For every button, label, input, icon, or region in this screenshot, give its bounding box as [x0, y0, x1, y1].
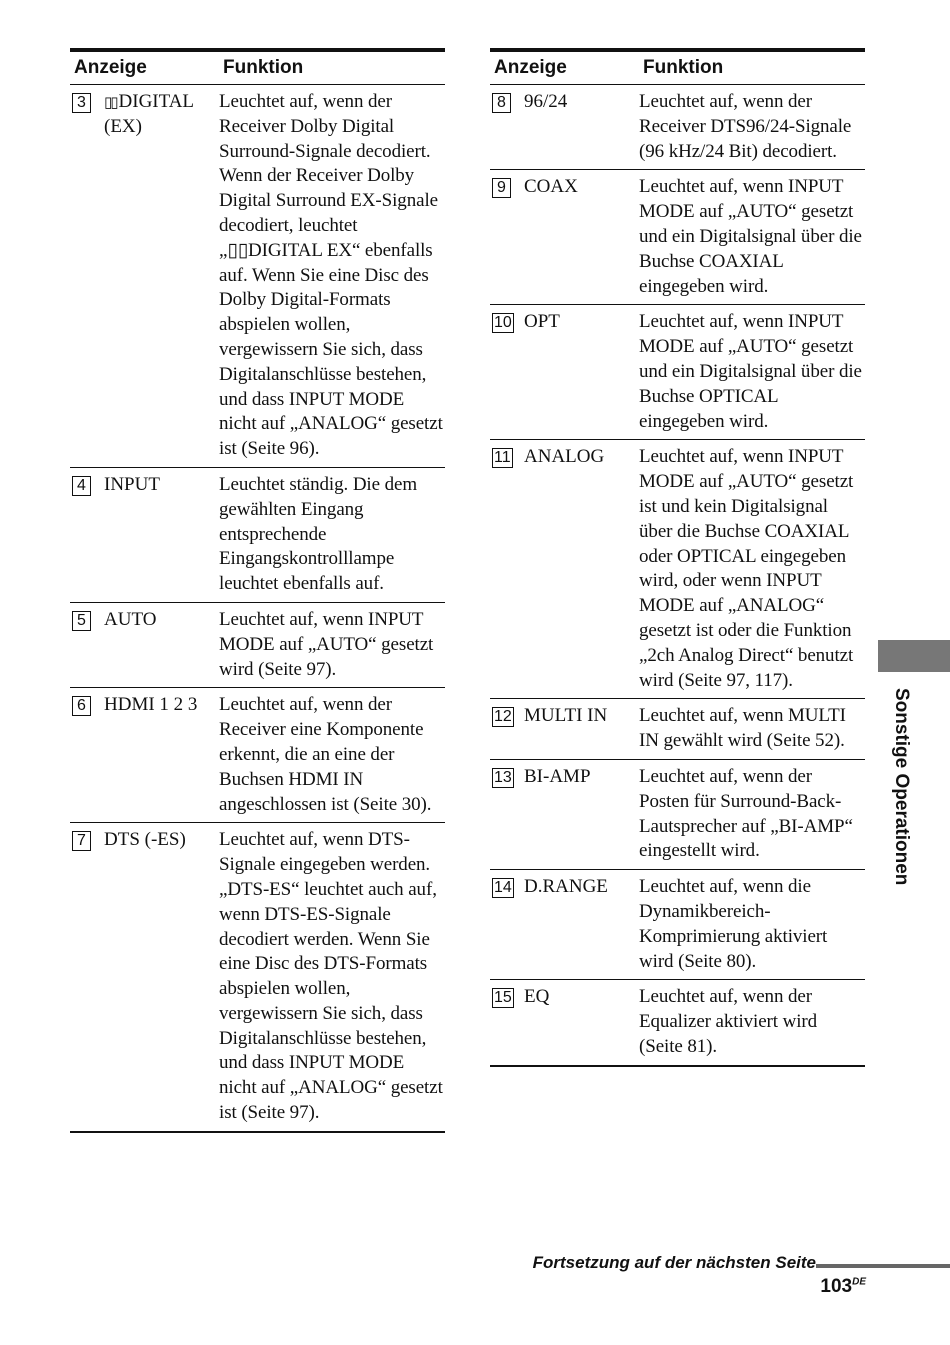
- header-function: Funktion: [219, 50, 445, 85]
- continuation-rule: [816, 1264, 950, 1268]
- item-number: 8: [492, 93, 511, 113]
- table-row: [490, 170, 865, 305]
- function-text: Leuchtet auf, wenn DTS-Signale eingegeben werden. „DTS-ES“ leuchtet auch auf, wenn DTS-ES-Signale decodiert werden. Wenn Sie eine Disc des DTS-Formats abspielen wollen, vergewissern Sie sich, dass Digitalanschlüsse bestehen, und dass INPUT MODE nicht auf „ANALOG“ gesetzt ist (Seite 97).: [219, 823, 445, 1132]
- indicator-label: OPT: [524, 305, 639, 440]
- table-row: [490, 440, 865, 699]
- indicator-table-right: [490, 48, 865, 1067]
- item-number: 10: [494, 314, 512, 332]
- indicator-label: DTS (-ES): [104, 823, 219, 1132]
- table-row: [490, 699, 865, 760]
- indicator-label: MULTI IN: [524, 699, 639, 760]
- section-side-label-text: Sonstige Operationen: [891, 688, 912, 886]
- item-number: 7: [72, 831, 91, 851]
- item-number: 15: [494, 989, 512, 1007]
- section-side-label: [868, 688, 928, 908]
- indicator-label: DIGITAL (EX): [104, 91, 194, 137]
- function-text: Leuchtet auf, wenn der Receiver Dolby Digital Surround-Signale decodiert. Wenn der Receiver Dolby Digital Surround EX-Signale decodiert, leuchtet „▯▯DIGITAL EX“ ebenfalls auf. Wenn Sie eine Disc des Dolby Digital-Formats abspielen wollen, vergewissern Sie sich, dass Digitalanschlüsse bestehen, und dass INPUT MODE nicht auf „ANALOG“ gesetzt ist (Seite 96).: [219, 85, 445, 468]
- function-text: Leuchtet auf, wenn INPUT MODE auf „AUTO“ gesetzt wird (Seite 97).: [219, 602, 445, 687]
- indicator-label: EQ: [524, 980, 639, 1066]
- function-text: Leuchtet ständig. Die dem gewählten Eingang entsprechende Eingangskontrolllampe leuchtet ebenfalls auf.: [219, 467, 445, 602]
- table-row: [70, 467, 445, 602]
- dolby-dd-icon: ▯▯: [104, 93, 117, 111]
- indicator-label: ANALOG: [524, 440, 639, 699]
- table-row: [490, 870, 865, 980]
- indicator-label: AUTO: [104, 602, 219, 687]
- indicator-label: INPUT: [104, 467, 219, 602]
- page-number-value: 103: [820, 1276, 853, 1297]
- item-number: 12: [494, 708, 512, 726]
- section-tab-marker: [878, 640, 950, 672]
- function-text: Leuchtet auf, wenn der Receiver DTS96/24-Signale (96 kHz/24 Bit) decodiert.: [639, 85, 865, 170]
- indicator-table-left: [70, 48, 445, 1133]
- table-row: [70, 85, 445, 468]
- function-text: Leuchtet auf, wenn der Equalizer aktiviert wird (Seite 81).: [639, 980, 865, 1066]
- table-header-row: [490, 50, 865, 85]
- continuation-note: Fortsetzung auf der nächsten Seite: [532, 1253, 816, 1272]
- indicator-label: COAX: [524, 170, 639, 305]
- function-text: Leuchtet auf, wenn INPUT MODE auf „AUTO“ gesetzt ist und kein Digitalsignal über die Buchse COAXIAL oder OPTICAL eingegeben wird, oder wenn INPUT MODE auf „ANALOG“ gesetzt ist oder die Funktion „2ch Analog Direct“ benutzt wird (Seite 97, 117).: [639, 440, 865, 699]
- table-row: [70, 602, 445, 687]
- item-number: 14: [494, 879, 512, 897]
- right-table-column: [490, 48, 865, 1067]
- page-language-suffix: DE: [852, 1276, 866, 1288]
- table-row: [70, 823, 445, 1132]
- item-number: 13: [494, 768, 512, 786]
- item-number: 9: [492, 178, 511, 198]
- table-row: [490, 980, 865, 1066]
- header-indicator: Anzeige: [70, 50, 219, 85]
- table-row: [490, 305, 865, 440]
- table-row: [490, 85, 865, 170]
- left-table-column: [70, 48, 445, 1133]
- header-indicator: Anzeige: [490, 50, 639, 85]
- indicator-label: 96/24: [524, 85, 639, 170]
- item-number: 6: [72, 696, 91, 716]
- header-function: Funktion: [639, 50, 865, 85]
- item-number: 5: [72, 611, 91, 631]
- function-text: Leuchtet auf, wenn der Posten für Surround-Back-Lautsprecher auf „BI-AMP“ eingestellt wird.: [639, 759, 865, 869]
- indicator-label: D.RANGE: [524, 870, 639, 980]
- indicator-label: HDMI 1 2 3: [104, 688, 219, 823]
- indicator-label: BI-AMP: [524, 759, 639, 869]
- function-text: Leuchtet auf, wenn INPUT MODE auf „AUTO“ gesetzt und ein Digitalsignal über die Buchse COAXIAL eingegeben wird.: [639, 170, 865, 305]
- table-row: [490, 759, 865, 869]
- function-text: Leuchtet auf, wenn die Dynamikbereich-Komprimierung aktiviert wird (Seite 80).: [639, 870, 865, 980]
- function-text: Leuchtet auf, wenn MULTI IN gewählt wird (Seite 52).: [639, 699, 865, 760]
- function-text: Leuchtet auf, wenn der Receiver eine Komponente erkennt, die an eine der Buchsen HDMI IN angeschlossen ist (Seite 30).: [219, 688, 445, 823]
- function-text: Leuchtet auf, wenn INPUT MODE auf „AUTO“ gesetzt und ein Digitalsignal über die Buchse OPTICAL eingegeben wird.: [639, 305, 865, 440]
- item-number: 4: [72, 476, 91, 496]
- page-number: [780, 1276, 866, 1298]
- item-number: 3: [72, 93, 91, 113]
- item-number: 11: [494, 449, 511, 467]
- table-row: [70, 688, 445, 823]
- table-header-row: [70, 50, 445, 85]
